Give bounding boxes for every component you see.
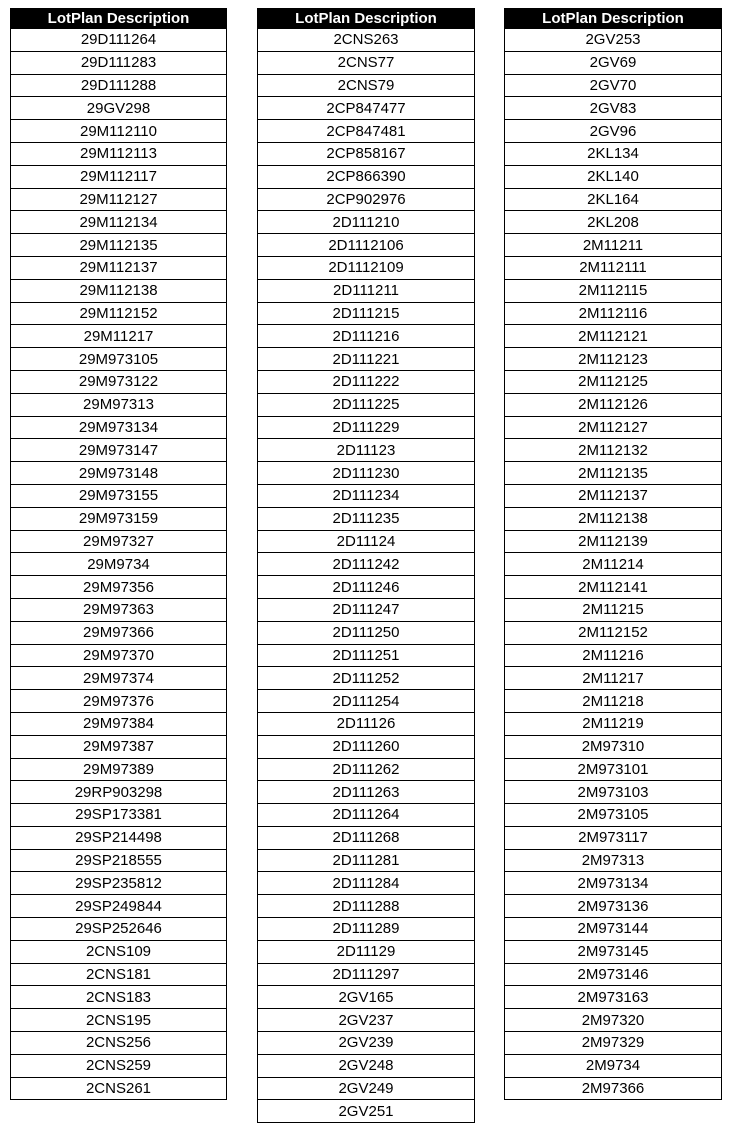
table-row xyxy=(258,553,475,576)
lotplan-cell: 2M973134 xyxy=(505,872,722,895)
lotplan-cell: 2D111225 xyxy=(258,393,475,416)
column-header: LotPlan Description xyxy=(258,9,475,29)
table-row xyxy=(258,849,475,872)
table-row xyxy=(258,1054,475,1077)
table-row xyxy=(258,758,475,781)
table-row xyxy=(505,1077,722,1100)
table-row xyxy=(11,1054,227,1077)
table-row xyxy=(11,211,227,234)
table-row xyxy=(258,963,475,986)
lotplan-cell: 2CNS256 xyxy=(11,1032,227,1055)
table-row xyxy=(505,872,722,895)
table-row xyxy=(11,120,227,143)
lotplan-cell: 29M973105 xyxy=(11,348,227,371)
table-row xyxy=(258,598,475,621)
table-row xyxy=(505,439,722,462)
table-row xyxy=(258,165,475,188)
table-row xyxy=(258,188,475,211)
table-row xyxy=(505,849,722,872)
table-row xyxy=(258,462,475,485)
table-row xyxy=(258,279,475,302)
lotplan-cell: 2D111235 xyxy=(258,507,475,530)
lotplan-cell: 29M97363 xyxy=(11,598,227,621)
table-row xyxy=(258,142,475,165)
table-row xyxy=(258,348,475,371)
table-row xyxy=(505,918,722,941)
table-row xyxy=(505,188,722,211)
lotplan-cell: 2D1112106 xyxy=(258,234,475,257)
lotplan-cell: 2D111264 xyxy=(258,804,475,827)
lotplan-cell: 2CNS259 xyxy=(11,1054,227,1077)
table-row xyxy=(258,986,475,1009)
table-row xyxy=(11,256,227,279)
table-row xyxy=(505,1009,722,1032)
table-row xyxy=(11,576,227,599)
lotplan-cell: 2M112139 xyxy=(505,530,722,553)
lotplan-cell: 29M973155 xyxy=(11,484,227,507)
column-header: LotPlan Description xyxy=(505,9,722,29)
lotplan-cell: 29M973159 xyxy=(11,507,227,530)
table-row xyxy=(505,940,722,963)
table-row xyxy=(505,462,722,485)
table-row xyxy=(258,918,475,941)
lotplan-cell: 2M112152 xyxy=(505,621,722,644)
table-row xyxy=(505,234,722,257)
table-row xyxy=(11,51,227,74)
lotplan-cell: 2CNS195 xyxy=(11,1009,227,1032)
table-row xyxy=(258,1032,475,1055)
table-row xyxy=(258,1009,475,1032)
table-row xyxy=(11,302,227,325)
lotplan-cell: 2D11129 xyxy=(258,940,475,963)
lotplan-cell: 29M973148 xyxy=(11,462,227,485)
lotplan-cell: 29M97374 xyxy=(11,667,227,690)
table-row xyxy=(258,895,475,918)
lotplan-cell: 2M112126 xyxy=(505,393,722,416)
table-row xyxy=(258,51,475,74)
lotplan-cell: 2M112123 xyxy=(505,348,722,371)
table-row xyxy=(258,781,475,804)
lotplan-cell: 29SP235812 xyxy=(11,872,227,895)
table-row xyxy=(505,986,722,1009)
lotplan-cell: 2M973136 xyxy=(505,895,722,918)
lotplan-cell: 2CP847477 xyxy=(258,97,475,120)
lotplan-cell: 2CP847481 xyxy=(258,120,475,143)
table-row xyxy=(505,963,722,986)
lotplan-cell: 2M11217 xyxy=(505,667,722,690)
lotplan-cell: 2D11123 xyxy=(258,439,475,462)
table-row xyxy=(11,142,227,165)
lotplan-cell: 2M973163 xyxy=(505,986,722,1009)
table-row xyxy=(11,484,227,507)
lotplan-cell: 2D111222 xyxy=(258,370,475,393)
table-row xyxy=(258,804,475,827)
table-row xyxy=(505,97,722,120)
lotplan-cell: 2D111254 xyxy=(258,690,475,713)
lotplan-cell: 2GV251 xyxy=(258,1100,475,1123)
lotplan-cell: 2D111210 xyxy=(258,211,475,234)
table-row xyxy=(505,29,722,52)
lotplan-cell: 2D111289 xyxy=(258,918,475,941)
table-row xyxy=(505,553,722,576)
table-row xyxy=(505,826,722,849)
lotplan-cell: 29GV298 xyxy=(11,97,227,120)
table-row xyxy=(11,462,227,485)
table-row xyxy=(11,963,227,986)
table-row xyxy=(505,51,722,74)
lotplan-cell: 29D111283 xyxy=(11,51,227,74)
table-row xyxy=(258,507,475,530)
lotplan-cell: 2D1112109 xyxy=(258,256,475,279)
lotplan-cell: 2M112137 xyxy=(505,484,722,507)
lotplan-cell: 2M97366 xyxy=(505,1077,722,1100)
table-row xyxy=(505,644,722,667)
table-row xyxy=(258,1100,475,1123)
table-row xyxy=(258,576,475,599)
table-row xyxy=(11,735,227,758)
table-row xyxy=(11,188,227,211)
lotplan-cell: 29M97370 xyxy=(11,644,227,667)
table-row xyxy=(11,1077,227,1100)
lotplan-cell: 2CNS263 xyxy=(258,29,475,52)
lotplan-cell: 2D111252 xyxy=(258,667,475,690)
table-row xyxy=(258,872,475,895)
table-row xyxy=(258,940,475,963)
lotplan-cell: 2M11218 xyxy=(505,690,722,713)
lotplan-cell: 29M112152 xyxy=(11,302,227,325)
table-row xyxy=(11,804,227,827)
table-row xyxy=(11,507,227,530)
table-row xyxy=(258,97,475,120)
lotplan-cell: 29M112117 xyxy=(11,165,227,188)
table-row xyxy=(258,234,475,257)
lotplan-cell: 2D111211 xyxy=(258,279,475,302)
table-row xyxy=(258,690,475,713)
table-row xyxy=(258,416,475,439)
lotplan-cell: 29SP173381 xyxy=(11,804,227,827)
table-row xyxy=(11,895,227,918)
lotplan-cell: 29M112134 xyxy=(11,211,227,234)
table-row xyxy=(11,165,227,188)
lotplan-cell: 2GV249 xyxy=(258,1077,475,1100)
lotplan-cell: 2CP866390 xyxy=(258,165,475,188)
table-row xyxy=(258,29,475,52)
lotplan-cell: 2D111284 xyxy=(258,872,475,895)
table-row xyxy=(11,621,227,644)
table-row xyxy=(505,165,722,188)
lotplan-cell: 29M112135 xyxy=(11,234,227,257)
lotplan-cell: 2M973145 xyxy=(505,940,722,963)
lotplan-cell: 2GV237 xyxy=(258,1009,475,1032)
table-row xyxy=(258,712,475,735)
lotplan-cell: 29M97384 xyxy=(11,712,227,735)
table-row xyxy=(258,439,475,462)
lotplan-cell: 29M97313 xyxy=(11,393,227,416)
lotplan-cell: 2D111288 xyxy=(258,895,475,918)
table-row xyxy=(11,849,227,872)
table-row xyxy=(258,1077,475,1100)
lotplan-cell: 2KL164 xyxy=(505,188,722,211)
table-row xyxy=(505,1032,722,1055)
lotplan-cell: 2M97313 xyxy=(505,849,722,872)
lotplan-cell: 2KL208 xyxy=(505,211,722,234)
table-row xyxy=(505,804,722,827)
column-header: LotPlan Description xyxy=(11,9,227,29)
table-row xyxy=(505,598,722,621)
lotplan-table-2 xyxy=(257,8,475,1123)
lotplan-cell: 2M112111 xyxy=(505,256,722,279)
table-row xyxy=(505,781,722,804)
lotplan-cell: 2D111230 xyxy=(258,462,475,485)
table-row xyxy=(258,211,475,234)
lotplan-cell: 29M973147 xyxy=(11,439,227,462)
lotplan-cell: 2D111263 xyxy=(258,781,475,804)
table-row xyxy=(505,370,722,393)
lotplan-cell: 29SP252646 xyxy=(11,918,227,941)
lotplan-cell: 29SP218555 xyxy=(11,849,227,872)
table-row xyxy=(505,393,722,416)
lotplan-cell: 2GV83 xyxy=(505,97,722,120)
lotplan-cell: 29M97366 xyxy=(11,621,227,644)
lotplan-cell: 2M973101 xyxy=(505,758,722,781)
table-row xyxy=(505,735,722,758)
table-row xyxy=(11,940,227,963)
lotplan-cell: 29SP214498 xyxy=(11,826,227,849)
lotplan-cell: 29M112110 xyxy=(11,120,227,143)
lotplan-cell: 29M97389 xyxy=(11,758,227,781)
lotplan-table-3 xyxy=(504,8,722,1100)
lotplan-cell: 29M97327 xyxy=(11,530,227,553)
lotplan-cell: 2M11219 xyxy=(505,712,722,735)
table-row xyxy=(505,120,722,143)
lotplan-cell: 2D111262 xyxy=(258,758,475,781)
table-row xyxy=(11,781,227,804)
lotplan-cell: 2CP858167 xyxy=(258,142,475,165)
lotplan-cell: 2M97329 xyxy=(505,1032,722,1055)
lotplan-cell: 2CNS77 xyxy=(258,51,475,74)
lotplan-cell: 2M973144 xyxy=(505,918,722,941)
table-row xyxy=(258,644,475,667)
lotplan-cell: 2D111247 xyxy=(258,598,475,621)
lotplan-cell: 29M97356 xyxy=(11,576,227,599)
table-row xyxy=(505,256,722,279)
lotplan-cell: 2M112141 xyxy=(505,576,722,599)
lotplan-cell: 29D111288 xyxy=(11,74,227,97)
lotplan-cell: 2D111229 xyxy=(258,416,475,439)
table-row xyxy=(11,370,227,393)
lotplan-cell: 2CNS79 xyxy=(258,74,475,97)
lotplan-cell: 2GV69 xyxy=(505,51,722,74)
table-row xyxy=(505,667,722,690)
table-row xyxy=(11,644,227,667)
table-row xyxy=(11,1009,227,1032)
table-row xyxy=(11,826,227,849)
table-row xyxy=(11,712,227,735)
table-row xyxy=(505,302,722,325)
table-row xyxy=(505,1054,722,1077)
lotplan-cell: 2D111242 xyxy=(258,553,475,576)
lotplan-cell: 29SP249844 xyxy=(11,895,227,918)
table-row xyxy=(11,1032,227,1055)
lotplan-cell: 2GV70 xyxy=(505,74,722,97)
lotplan-cell: 2M97310 xyxy=(505,735,722,758)
lotplan-cell: 29RP903298 xyxy=(11,781,227,804)
lotplan-cell: 2GV248 xyxy=(258,1054,475,1077)
lotplan-cell: 29M112127 xyxy=(11,188,227,211)
lotplan-cell: 2M11211 xyxy=(505,234,722,257)
lotplan-cell: 2M112115 xyxy=(505,279,722,302)
table-row xyxy=(11,74,227,97)
lotplan-cell: 2M9734 xyxy=(505,1054,722,1077)
table-row xyxy=(505,74,722,97)
lotplan-cell: 2M112127 xyxy=(505,416,722,439)
lotplan-cell: 2M97320 xyxy=(505,1009,722,1032)
lotplan-cell: 2D111215 xyxy=(258,302,475,325)
lotplan-cell: 2D11124 xyxy=(258,530,475,553)
table-row xyxy=(11,416,227,439)
table-row xyxy=(258,826,475,849)
table-row xyxy=(11,758,227,781)
lotplan-cell: 2M973105 xyxy=(505,804,722,827)
table-row xyxy=(258,484,475,507)
table-row xyxy=(11,690,227,713)
lotplan-cell: 2M112125 xyxy=(505,370,722,393)
table-row xyxy=(258,325,475,348)
lotplan-cell: 2D11126 xyxy=(258,712,475,735)
lotplan-cell: 29M112113 xyxy=(11,142,227,165)
lotplan-cell: 2M112132 xyxy=(505,439,722,462)
table-row xyxy=(505,895,722,918)
lotplan-cell: 2M11214 xyxy=(505,553,722,576)
table-row xyxy=(258,74,475,97)
lotplan-cell: 2CP902976 xyxy=(258,188,475,211)
lotplan-cell: 2M112121 xyxy=(505,325,722,348)
lotplan-cell: 2M112116 xyxy=(505,302,722,325)
table-row xyxy=(11,29,227,52)
lotplan-cell: 2M973146 xyxy=(505,963,722,986)
lotplan-cell: 29M973134 xyxy=(11,416,227,439)
lotplan-cell: 2GV165 xyxy=(258,986,475,1009)
table-row xyxy=(258,370,475,393)
lotplan-cell: 2GV253 xyxy=(505,29,722,52)
table-row xyxy=(505,142,722,165)
lotplan-cell: 2D111246 xyxy=(258,576,475,599)
lotplan-cell: 2D111216 xyxy=(258,325,475,348)
lotplan-cell: 2M973103 xyxy=(505,781,722,804)
lotplan-cell: 2D111268 xyxy=(258,826,475,849)
table-row xyxy=(258,530,475,553)
table-row xyxy=(505,621,722,644)
table-row xyxy=(505,758,722,781)
table-row xyxy=(505,507,722,530)
table-row xyxy=(258,667,475,690)
lotplan-cell: 2M112135 xyxy=(505,462,722,485)
table-row xyxy=(11,348,227,371)
lotplan-cell: 2D111250 xyxy=(258,621,475,644)
lotplan-cell: 29M97387 xyxy=(11,735,227,758)
lotplan-cell: 29M112137 xyxy=(11,256,227,279)
table-row xyxy=(11,598,227,621)
lotplan-cell: 2CNS261 xyxy=(11,1077,227,1100)
table-row xyxy=(11,872,227,895)
lotplan-cell: 2CNS109 xyxy=(11,940,227,963)
table-row xyxy=(258,735,475,758)
table-row xyxy=(11,279,227,302)
table-row xyxy=(11,439,227,462)
lotplan-cell: 2CNS183 xyxy=(11,986,227,1009)
table-row xyxy=(11,325,227,348)
table-row xyxy=(505,484,722,507)
lotplan-cell: 2M11215 xyxy=(505,598,722,621)
table-row xyxy=(505,712,722,735)
table-row xyxy=(11,918,227,941)
lotplan-cell: 2M112138 xyxy=(505,507,722,530)
lotplan-cell: 2D111297 xyxy=(258,963,475,986)
lotplan-cell: 2M973117 xyxy=(505,826,722,849)
lotplan-cell: 2D111251 xyxy=(258,644,475,667)
table-row xyxy=(505,325,722,348)
table-row xyxy=(258,120,475,143)
table-row xyxy=(11,393,227,416)
table-row xyxy=(258,393,475,416)
lotplan-table-1 xyxy=(10,8,227,1100)
lotplan-cell: 2GV96 xyxy=(505,120,722,143)
table-row xyxy=(11,986,227,1009)
lotplan-cell: 2KL134 xyxy=(505,142,722,165)
table-row xyxy=(258,302,475,325)
lotplan-cell: 2D111234 xyxy=(258,484,475,507)
lotplan-cell: 2M11216 xyxy=(505,644,722,667)
lotplan-cell: 2CNS181 xyxy=(11,963,227,986)
table-row xyxy=(258,256,475,279)
table-row xyxy=(11,667,227,690)
lotplan-cell: 29M11217 xyxy=(11,325,227,348)
lotplan-cell: 29M973122 xyxy=(11,370,227,393)
table-row xyxy=(11,530,227,553)
table-row xyxy=(505,576,722,599)
table-row xyxy=(11,97,227,120)
table-row xyxy=(11,553,227,576)
lotplan-cell: 2D111221 xyxy=(258,348,475,371)
table-row xyxy=(11,234,227,257)
lotplan-cell: 2KL140 xyxy=(505,165,722,188)
lotplan-cell: 2GV239 xyxy=(258,1032,475,1055)
lotplan-cell: 29M112138 xyxy=(11,279,227,302)
lotplan-cell: 29D111264 xyxy=(11,29,227,52)
table-row xyxy=(505,530,722,553)
lotplan-cell: 29M9734 xyxy=(11,553,227,576)
table-row xyxy=(505,211,722,234)
table-row xyxy=(505,416,722,439)
lotplan-cell: 2D111260 xyxy=(258,735,475,758)
lotplan-cell: 2D111281 xyxy=(258,849,475,872)
table-row xyxy=(505,348,722,371)
table-row xyxy=(258,621,475,644)
table-row xyxy=(505,279,722,302)
table-row xyxy=(505,690,722,713)
lotplan-cell: 29M97376 xyxy=(11,690,227,713)
